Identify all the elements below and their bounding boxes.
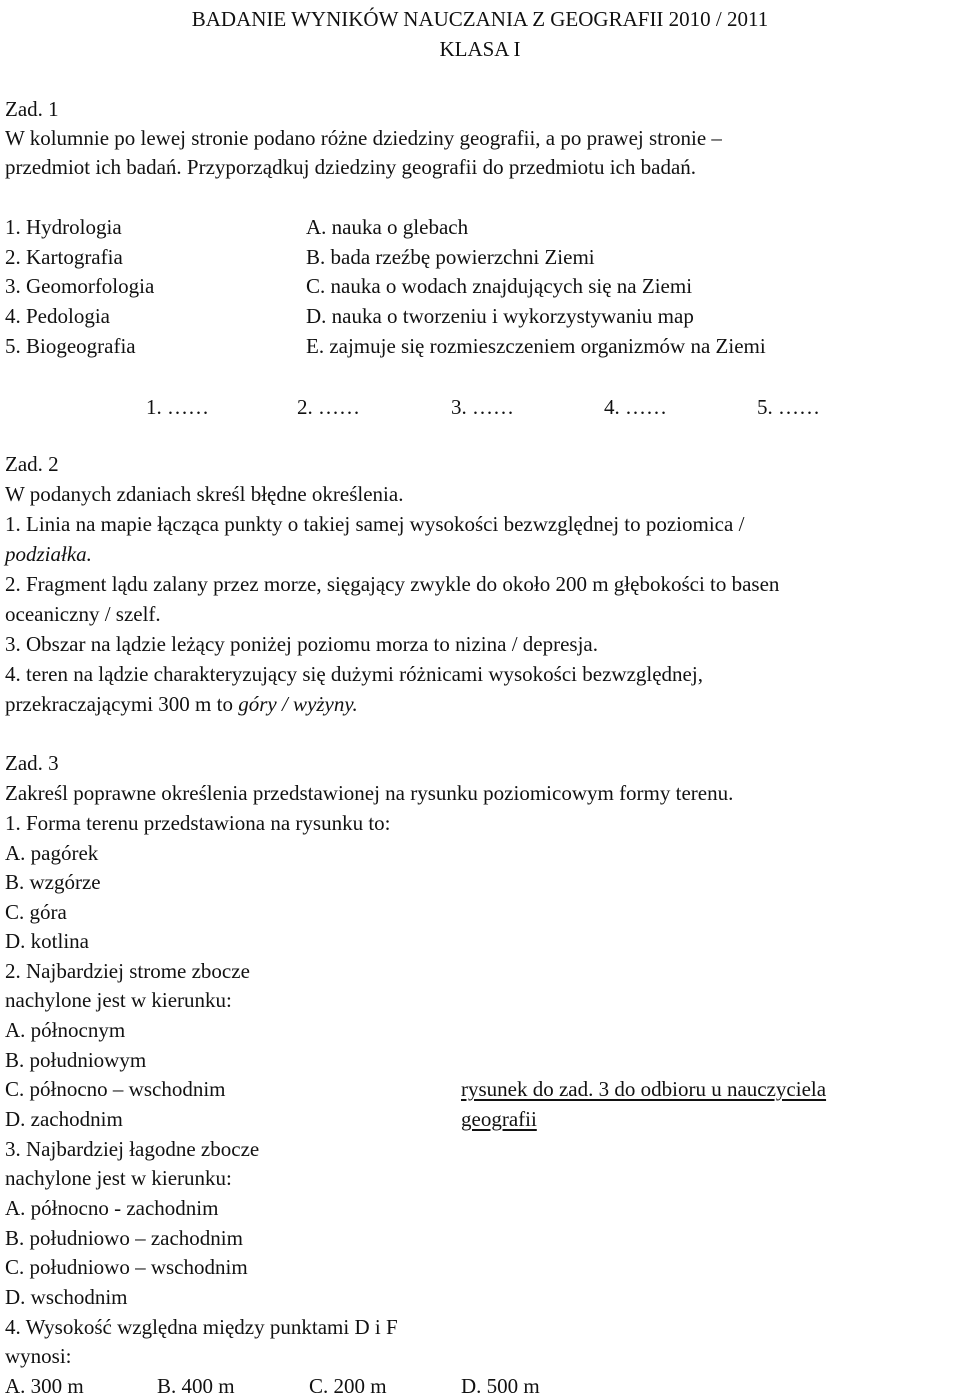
- page-title: BADANIE WYNIKÓW NAUCZANIA Z GEOGRAFII 2010 / 2011: [191, 7, 769, 31]
- zad3-instruction: Zakreśl poprawne określenia przedstawionej na rysunku poziomicowym formy terenu.: [5, 781, 734, 805]
- zad1-left-item: 2. Kartografia: [5, 245, 123, 269]
- zad1-right-item: A. nauka o glebach: [306, 215, 469, 239]
- zad1-right-item: C. nauka o wodach znajdujących się na Ziemi: [306, 274, 693, 298]
- zad1-right-item: E. zajmuje się rozmieszczeniem organizmów na Ziemi: [306, 334, 766, 358]
- zad1-answer-slot[interactable]: 5. ……: [757, 395, 820, 419]
- page-subtitle: KLASA I: [439, 37, 521, 61]
- zad1-answer-slot[interactable]: 2. ……: [297, 395, 360, 419]
- zad2-heading: Zad. 2: [5, 452, 59, 476]
- zad3-q4-option[interactable]: D. 500 m: [461, 1374, 540, 1398]
- zad2-sentence-1-line2: podziałka.: [5, 542, 92, 566]
- zad1-left-item: 1. Hydrologia: [5, 215, 122, 239]
- zad2-sentence-4-line2: [5, 692, 358, 716]
- zad3-q1-option[interactable]: B. wzgórze: [5, 870, 101, 894]
- zad3-q1-option[interactable]: D. kotlina: [5, 929, 89, 953]
- zad3-heading: Zad. 3: [5, 751, 59, 775]
- zad3-q3-option[interactable]: D. wschodnim: [5, 1285, 128, 1309]
- zad3-question-3-line2: nachylone jest w kierunku:: [5, 1166, 232, 1190]
- zad3-question-3-line1: 3. Najbardziej łagodne zbocze: [5, 1137, 260, 1161]
- zad3-question-4-line1: 4. Wysokość względna między punktami D i F: [5, 1315, 398, 1339]
- zad3-question-2-line2: nachylone jest w kierunku:: [5, 988, 232, 1012]
- zad2-sentence-2-line2: oceaniczny / szelf.: [5, 602, 161, 626]
- zad3-q1-option[interactable]: C. góra: [5, 900, 67, 924]
- zad3-q4-option[interactable]: A. 300 m: [5, 1374, 84, 1398]
- zad3-q2-option[interactable]: C. północno – wschodnim: [5, 1077, 226, 1101]
- zad1-left-item: 5. Biogeografia: [5, 334, 136, 358]
- zad2-sentence-4-line1: 4. teren na lądzie charakteryzujący się dużymi różnicami wysokości bezwzględnej,: [5, 662, 703, 686]
- zad3-question-2-line1: 2. Najbardziej strome zbocze: [5, 959, 250, 983]
- zad1-answer-slot[interactable]: 4. ……: [604, 395, 667, 419]
- zad3-q2-option[interactable]: A. północnym: [5, 1018, 126, 1042]
- zad2-sentence-4-italic: góry / wyżyny.: [238, 692, 358, 716]
- zad3-q3-option[interactable]: C. południowo – wschodnim: [5, 1255, 248, 1279]
- zad3-q3-option[interactable]: B. południowo – zachodnim: [5, 1226, 243, 1250]
- drawing-note-line1: rysunek do zad. 3 do odbioru u nauczyciela: [461, 1077, 827, 1101]
- zad1-instruction-line1: W kolumnie po lewej stronie podano różne dziedziny geografii, a po prawej stronie –: [5, 126, 722, 150]
- zad1-left-item: 4. Pedologia: [5, 304, 110, 328]
- zad1-left-item: 3. Geomorfologia: [5, 274, 155, 298]
- zad2-sentence-2-line1: 2. Fragment lądu zalany przez morze, sięgający zwykle do około 200 m głębokości to basen: [5, 572, 780, 596]
- zad1-heading: Zad. 1: [5, 97, 59, 121]
- zad1-right-item: B. bada rzeźbę powierzchni Ziemi: [306, 245, 595, 269]
- zad2-sentence-3: 3. Obszar na lądzie leżący poniżej poziomu morza to nizina / depresja.: [5, 632, 599, 656]
- zad2-sentence-4-text: przekraczającymi 300 m to: [5, 692, 239, 716]
- zad3-q2-option[interactable]: D. zachodnim: [5, 1107, 123, 1131]
- zad2-sentence-1-line1: 1. Linia na mapie łącząca punkty o takiej samej wysokości bezwzględnej to poziomica /: [5, 512, 745, 536]
- zad3-q4-option[interactable]: C. 200 m: [309, 1374, 387, 1398]
- zad3-q1-option[interactable]: A. pagórek: [5, 841, 99, 865]
- zad3-q4-option[interactable]: B. 400 m: [157, 1374, 235, 1398]
- zad3-q2-option[interactable]: B. południowym: [5, 1048, 147, 1072]
- zad1-right-item: D. nauka o tworzeniu i wykorzystywaniu map: [306, 304, 694, 328]
- zad3-question-4-line2: wynosi:: [5, 1344, 72, 1368]
- zad1-instruction-line2: przedmiot ich badań. Przyporządkuj dziedziny geografii do przedmiotu ich badań.: [5, 155, 697, 179]
- zad3-question-1: 1. Forma terenu przedstawiona na rysunku to:: [5, 811, 391, 835]
- drawing-note-line2: geografii: [461, 1107, 537, 1131]
- zad3-q3-option[interactable]: A. północno - zachodnim: [5, 1196, 219, 1220]
- zad1-answer-slot[interactable]: 1. ……: [146, 395, 209, 419]
- zad1-answer-slot[interactable]: 3. ……: [451, 395, 514, 419]
- zad2-instruction: W podanych zdaniach skreśl błędne określenia.: [5, 482, 404, 506]
